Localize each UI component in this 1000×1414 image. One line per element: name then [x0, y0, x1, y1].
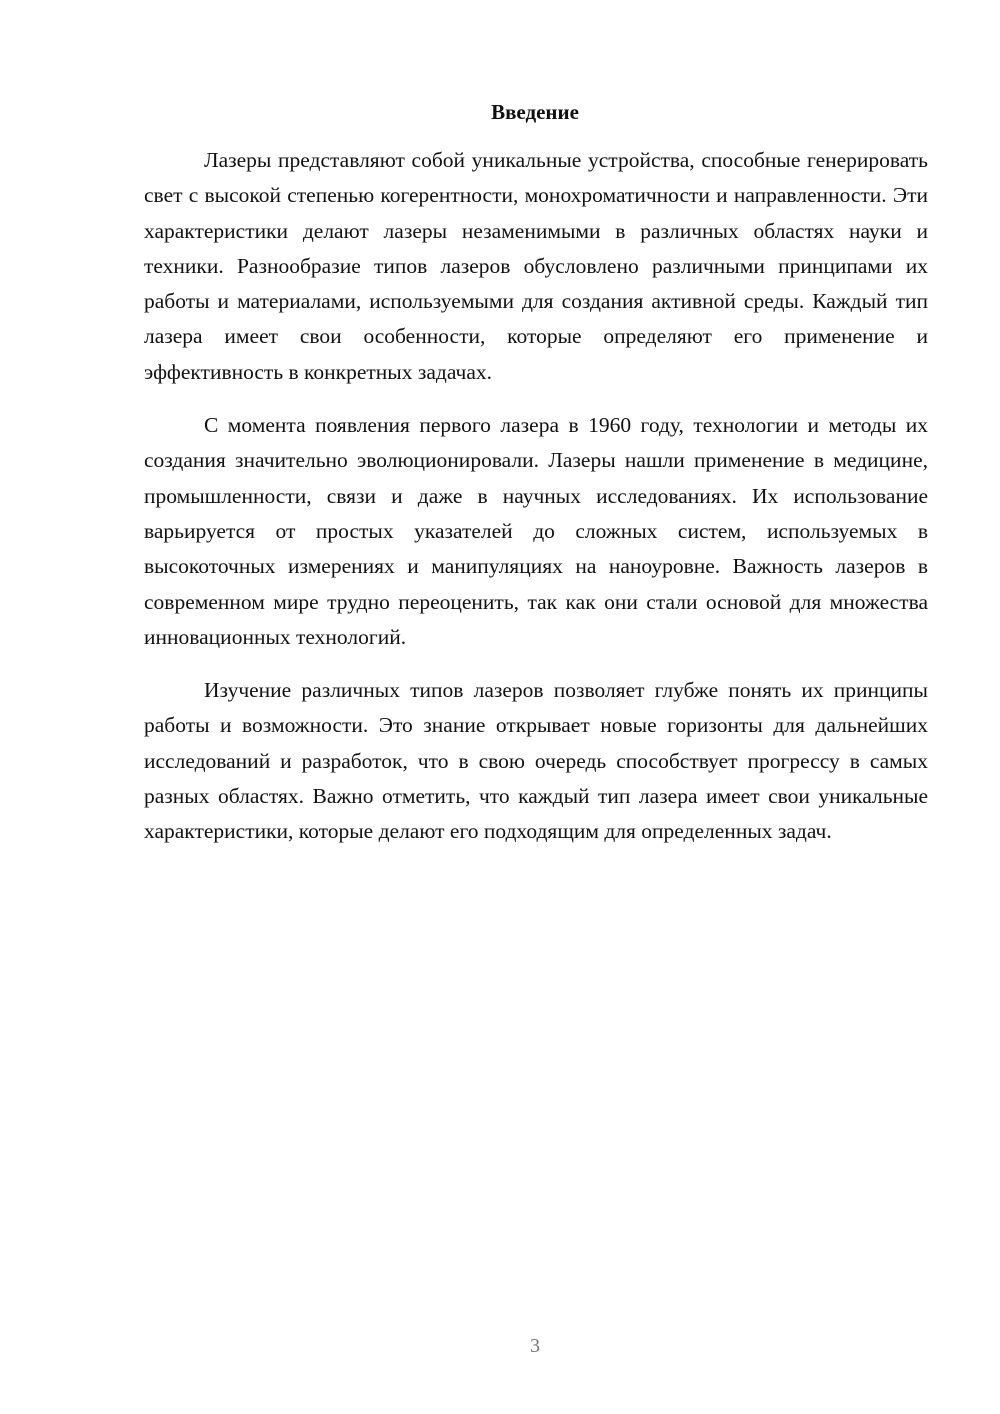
page-number: 3	[530, 1335, 540, 1357]
page-title: Введение	[491, 100, 579, 124]
document-body	[144, 143, 928, 868]
paragraph-1: Лазеры представляют собой уникальные устройства, способные генерировать свет с высокой степенью когерентности, монохроматичности и направленности. Эти характеристики делают лазеры незаменимыми в различных областях науки и техники. Разнообразие типов лазеров обусловлено различными принципами их работы и материалами, используемыми для создания активной среды. Каждый тип лазера имеет свои особенности, которые определяют его применение и эффективность в конкретных задачах.	[144, 148, 928, 384]
paragraph-3: Изучение различных типов лазеров позволяет глубже понять их принципы работы и возможности. Это знание открывает новые горизонты для дальнейших исследований и разработок, что в свою очередь способствует прогрессу в самых разных областях. Важно отметить, что каждый тип лазера имеет свои уникальные характеристики, которые делают его подходящим для определенных задач.	[144, 678, 928, 844]
paragraph-2: С момента появления первого лазера в 1960 году, технологии и методы их создания значительно эволюционировали. Лазеры нашли применение в медицине, промышленности, связи и даже в научных исследованиях. Их использование варьируется от простых указателей до сложных систем, используемых в высокоточных измерениях и манипуляциях на наноуровне. Важность лазеров в современном мире трудно переоценить, так как они стали основой для множества инновационных технологий.	[144, 413, 928, 649]
